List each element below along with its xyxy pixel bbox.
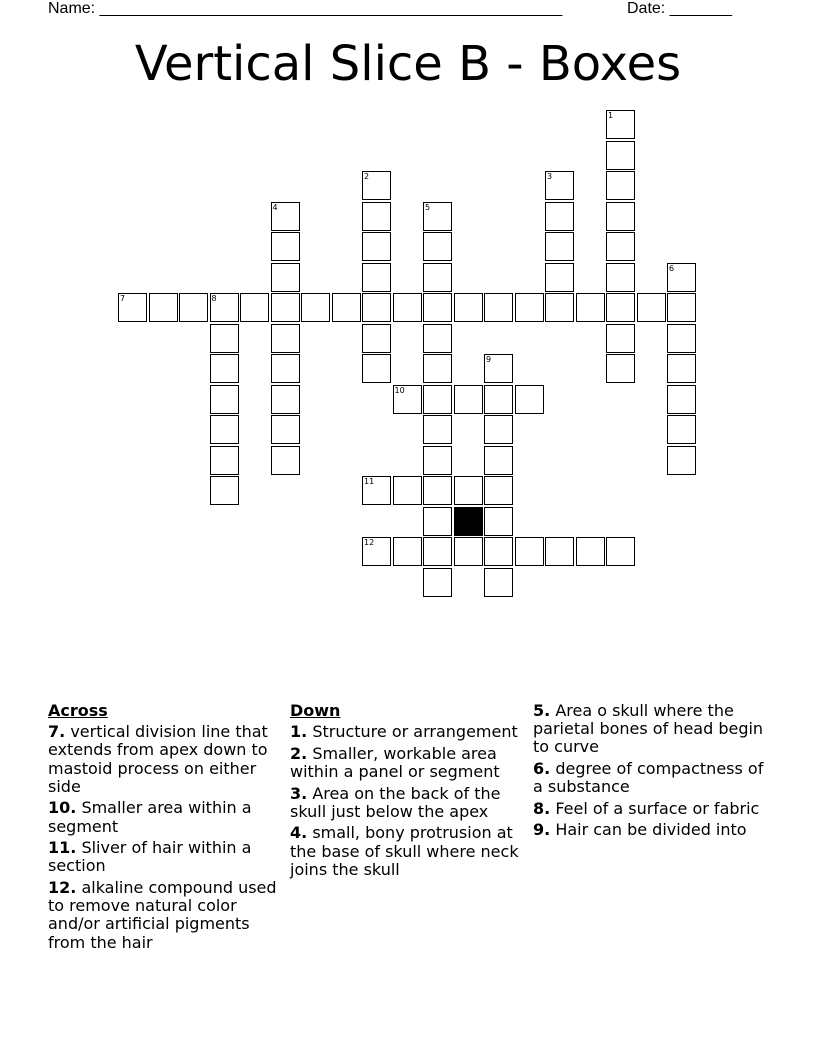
grid-cell[interactable] bbox=[271, 232, 300, 261]
grid-cell[interactable] bbox=[515, 537, 544, 566]
clue-down-1 bbox=[290, 723, 526, 741]
clue-down-5 bbox=[533, 702, 773, 757]
grid-cell[interactable] bbox=[210, 446, 239, 475]
grid-cell[interactable] bbox=[637, 293, 666, 322]
cell-number: 7 bbox=[120, 294, 126, 303]
cell-number: 11 bbox=[364, 477, 375, 486]
grid-cell[interactable] bbox=[454, 537, 483, 566]
clue-down-4 bbox=[290, 824, 526, 879]
clue-text: small, bony protrusion at the base of skull where neck joins the skull bbox=[290, 823, 519, 879]
grid-cell[interactable] bbox=[271, 354, 300, 383]
cell-number: 2 bbox=[364, 172, 370, 181]
grid-cell[interactable] bbox=[454, 293, 483, 322]
grid-cell[interactable] bbox=[362, 202, 391, 231]
clue-number: 6. bbox=[533, 759, 551, 778]
grid-cell[interactable] bbox=[545, 263, 574, 292]
clue-text: alkaline compound used to remove natural color and/or artificial pigments from the hair bbox=[48, 878, 277, 952]
grid-cell[interactable] bbox=[606, 110, 635, 139]
grid-cell[interactable] bbox=[362, 263, 391, 292]
block-cell bbox=[454, 507, 483, 536]
grid-cell[interactable] bbox=[667, 354, 696, 383]
grid-cell[interactable] bbox=[667, 263, 696, 292]
clue-text: Area on the back of the skull just below the apex bbox=[290, 783, 501, 821]
grid-cell[interactable] bbox=[393, 476, 422, 505]
cell-number: 12 bbox=[364, 538, 375, 547]
grid-cell[interactable] bbox=[423, 537, 452, 566]
grid-cell[interactable] bbox=[423, 232, 452, 261]
cell-number: 1 bbox=[608, 111, 614, 120]
grid-cell[interactable] bbox=[332, 293, 361, 322]
grid-cell[interactable] bbox=[210, 293, 239, 322]
clue-across-11 bbox=[48, 839, 284, 875]
clue-text: Structure or arrangement bbox=[312, 722, 518, 742]
grid-cell[interactable] bbox=[484, 476, 513, 505]
across-heading: Across bbox=[48, 701, 108, 720]
clue-number: 11. bbox=[48, 838, 77, 858]
clue-down-6 bbox=[533, 760, 773, 796]
clue-number: 8. bbox=[533, 798, 551, 818]
cell-number: 5 bbox=[425, 202, 431, 212]
grid-cell[interactable] bbox=[210, 476, 239, 505]
grid-cell[interactable] bbox=[667, 324, 696, 353]
grid-cell[interactable] bbox=[606, 537, 635, 566]
clue-across-7 bbox=[48, 723, 284, 796]
grid-cell[interactable] bbox=[606, 293, 635, 322]
grid-cell[interactable] bbox=[484, 507, 513, 536]
grid-cell[interactable] bbox=[606, 171, 635, 200]
grid-cell[interactable] bbox=[545, 171, 574, 200]
grid-cell[interactable] bbox=[606, 232, 635, 261]
clue-down-8 bbox=[533, 800, 773, 818]
grid-cell[interactable] bbox=[667, 415, 696, 444]
clue-number: 1. bbox=[290, 722, 308, 742]
grid-cell[interactable] bbox=[362, 171, 391, 200]
grid-cell[interactable] bbox=[301, 293, 330, 322]
grid-cell[interactable] bbox=[545, 202, 574, 231]
grid-cell[interactable] bbox=[118, 293, 147, 322]
grid-cell[interactable] bbox=[484, 385, 513, 414]
grid-cell[interactable] bbox=[545, 232, 574, 261]
grid-cell[interactable] bbox=[515, 385, 544, 414]
grid-cell[interactable] bbox=[149, 293, 178, 322]
grid-cell[interactable] bbox=[393, 293, 422, 322]
page-title: Vertical Slice B - Boxes bbox=[134, 36, 682, 92]
grid-cell[interactable] bbox=[423, 446, 452, 475]
clue-text: Sliver of hair within a section bbox=[48, 838, 252, 876]
cell-number: 10 bbox=[394, 385, 405, 395]
clue-down-2 bbox=[290, 745, 526, 781]
grid-cell[interactable] bbox=[362, 232, 391, 261]
grid-cell[interactable] bbox=[545, 537, 574, 566]
grid-cell[interactable] bbox=[606, 354, 635, 383]
grid-cell[interactable] bbox=[484, 415, 513, 444]
clue-number: 4. bbox=[290, 823, 308, 843]
grid-cell[interactable] bbox=[515, 293, 544, 322]
grid-cell[interactable] bbox=[423, 507, 452, 536]
grid-cell[interactable] bbox=[271, 202, 300, 231]
grid-cell[interactable] bbox=[423, 324, 452, 353]
cell-number: 8 bbox=[211, 294, 217, 303]
grid-cell[interactable] bbox=[454, 385, 483, 414]
grid-cell[interactable] bbox=[210, 354, 239, 383]
grid-cell[interactable] bbox=[576, 293, 605, 322]
grid-cell[interactable] bbox=[484, 293, 513, 322]
grid-cell[interactable] bbox=[423, 385, 452, 414]
grid-cell[interactable] bbox=[271, 446, 300, 475]
grid-cell[interactable] bbox=[271, 415, 300, 444]
grid-cell[interactable] bbox=[606, 324, 635, 353]
grid-cell[interactable] bbox=[576, 537, 605, 566]
grid-cell[interactable] bbox=[667, 385, 696, 414]
name-field[interactable]: Name: ____________________________________________________ bbox=[48, 0, 563, 17]
grid-cell[interactable] bbox=[240, 293, 269, 322]
down-clues bbox=[290, 702, 526, 882]
grid-cell[interactable] bbox=[484, 537, 513, 566]
down-heading: Down bbox=[290, 701, 341, 720]
grid-cell[interactable] bbox=[606, 141, 635, 170]
grid-cell[interactable] bbox=[271, 324, 300, 353]
down-clues-continued bbox=[533, 702, 773, 843]
clue-down-3 bbox=[290, 785, 526, 821]
clue-down-9 bbox=[533, 821, 773, 839]
clue-text: Hair can be divided into bbox=[555, 820, 747, 840]
grid-cell[interactable] bbox=[423, 263, 452, 292]
grid-cell[interactable] bbox=[423, 568, 452, 597]
clue-text: vertical division line that extends from apex down to mastoid process on either side bbox=[48, 722, 268, 796]
grid-cell[interactable] bbox=[484, 354, 513, 383]
grid-cell[interactable] bbox=[179, 293, 208, 322]
grid-cell[interactable] bbox=[362, 354, 391, 383]
clue-number: 9. bbox=[533, 820, 551, 840]
clue-number: 5. bbox=[533, 701, 551, 720]
grid-cell[interactable] bbox=[393, 537, 422, 566]
cell-number: 3 bbox=[547, 172, 553, 181]
date-field[interactable]: Date: _______ bbox=[627, 0, 732, 17]
grid-cell[interactable] bbox=[271, 293, 300, 322]
clue-number: 2. bbox=[290, 743, 308, 763]
grid-cell[interactable] bbox=[362, 293, 391, 322]
grid-cell[interactable] bbox=[271, 263, 300, 292]
clue-across-10 bbox=[48, 799, 284, 835]
grid-cell[interactable] bbox=[210, 415, 239, 444]
cell-number: 6 bbox=[669, 263, 675, 273]
clue-text: Area o skull where the parietal bones of head begin to curve bbox=[533, 701, 764, 757]
clue-text: Smaller, workable area within a panel or segment bbox=[290, 743, 500, 781]
clue-text: Smaller area within a segment bbox=[48, 798, 252, 836]
cell-number: 4 bbox=[272, 202, 278, 212]
grid-cell[interactable] bbox=[606, 202, 635, 231]
grid-cell[interactable] bbox=[484, 568, 513, 597]
grid-cell[interactable] bbox=[210, 385, 239, 414]
grid-cell[interactable] bbox=[271, 385, 300, 414]
grid-cell[interactable] bbox=[423, 476, 452, 505]
clue-number: 10. bbox=[48, 798, 77, 818]
clue-number: 3. bbox=[290, 783, 308, 803]
grid-cell[interactable] bbox=[362, 324, 391, 353]
across-clues bbox=[48, 702, 284, 955]
grid-cell[interactable] bbox=[667, 293, 696, 322]
grid-cell[interactable] bbox=[667, 446, 696, 475]
grid-cell[interactable] bbox=[362, 476, 391, 505]
grid-cell[interactable] bbox=[423, 293, 452, 322]
grid-cell[interactable] bbox=[423, 354, 452, 383]
grid-cell[interactable] bbox=[545, 293, 574, 322]
clue-number: 12. bbox=[48, 878, 77, 897]
clue-text: Feel of a surface or fabric bbox=[555, 798, 760, 818]
grid-cell[interactable] bbox=[606, 263, 635, 292]
grid-cell[interactable] bbox=[423, 415, 452, 444]
grid-cell[interactable] bbox=[423, 202, 452, 231]
clue-number: 7. bbox=[48, 722, 66, 742]
grid-cell[interactable] bbox=[484, 446, 513, 475]
grid-cell[interactable] bbox=[362, 537, 391, 566]
grid-cell[interactable] bbox=[393, 385, 422, 414]
clue-text: degree of compactness of a substance bbox=[533, 759, 764, 797]
cell-number: 9 bbox=[486, 355, 492, 364]
clue-across-12 bbox=[48, 879, 284, 952]
grid-cell[interactable] bbox=[210, 324, 239, 353]
grid-cell[interactable] bbox=[454, 476, 483, 505]
